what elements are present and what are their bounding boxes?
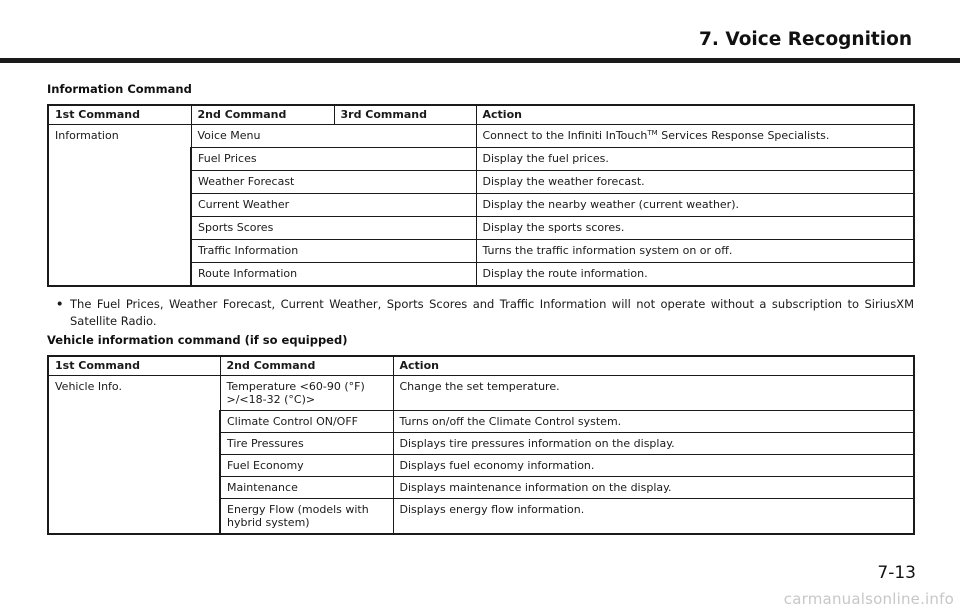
second-command-cell: Traffic Information bbox=[191, 240, 476, 263]
second-command-cell: Route Information bbox=[191, 263, 476, 287]
trademark-sup: TM bbox=[647, 129, 658, 137]
page-number: 7-13 bbox=[877, 563, 916, 583]
column-header: 2nd Command bbox=[220, 356, 393, 376]
action-cell: Displays maintenance information on the display. bbox=[393, 477, 914, 499]
second-command-cell: Sports Scores bbox=[191, 217, 476, 240]
second-command-cell: Voice Menu bbox=[191, 125, 476, 148]
second-command-cell: Temperature <60-90 (°F) >/<18-32 (°C)> bbox=[220, 376, 393, 411]
second-command-cell: Fuel Economy bbox=[220, 455, 393, 477]
subscription-note bbox=[56, 296, 914, 330]
column-header: 1st Command bbox=[48, 105, 191, 125]
vehicle-information-title: Vehicle information command (if so equipped) bbox=[47, 333, 348, 347]
action-cell: Displays fuel economy information. bbox=[393, 455, 914, 477]
column-header: Action bbox=[393, 356, 914, 376]
first-command-cell: Vehicle Info. bbox=[48, 376, 220, 535]
information-command-title: Information Command bbox=[47, 82, 192, 96]
second-command-cell: Energy Flow (models with hybrid system) bbox=[220, 499, 393, 535]
note-text: The Fuel Prices, Weather Forecast, Current Weather, Sports Scores and Traffic Information will not operate without a subscription to SiriusXM Satellite Radio. bbox=[70, 297, 914, 328]
action-cell: Display the nearby weather (current weather). bbox=[476, 194, 914, 217]
header-rule bbox=[0, 58, 960, 63]
column-header: 1st Command bbox=[48, 356, 220, 376]
action-cell: Displays energy flow information. bbox=[393, 499, 914, 535]
table-row bbox=[48, 125, 914, 148]
second-command-cell: Weather Forecast bbox=[191, 171, 476, 194]
action-cell: Display the sports scores. bbox=[476, 217, 914, 240]
vehicle-information-table bbox=[47, 355, 915, 535]
action-cell: Change the set temperature. bbox=[393, 376, 914, 411]
second-command-cell: Maintenance bbox=[220, 477, 393, 499]
action-cell: Display the fuel prices. bbox=[476, 148, 914, 171]
column-header: 2nd Command bbox=[191, 105, 334, 125]
watermark-text: carmanualsonline.info bbox=[783, 590, 954, 608]
action-cell: Turns on/off the Climate Control system. bbox=[393, 411, 914, 433]
action-text: Connect to the Infiniti InTouch bbox=[482, 129, 648, 142]
action-cell: Display the weather forecast. bbox=[476, 171, 914, 194]
action-text: Services Response Specialists. bbox=[657, 129, 830, 142]
bullet-icon: • bbox=[56, 297, 64, 311]
chapter-title: 7. Voice Recognition bbox=[699, 29, 912, 50]
table-header-row bbox=[48, 105, 914, 125]
second-command-cell: Current Weather bbox=[191, 194, 476, 217]
table-row bbox=[48, 376, 914, 411]
first-command-cell: Information bbox=[48, 125, 191, 287]
table-header-row bbox=[48, 356, 914, 376]
action-cell: Displays tire pressures information on the display. bbox=[393, 433, 914, 455]
column-header: 3rd Command bbox=[334, 105, 476, 125]
second-command-cell: Climate Control ON/OFF bbox=[220, 411, 393, 433]
action-cell: Turns the traffic information system on or off. bbox=[476, 240, 914, 263]
information-command-table bbox=[47, 104, 915, 287]
second-command-cell: Tire Pressures bbox=[220, 433, 393, 455]
action-cell: Display the route information. bbox=[476, 263, 914, 287]
second-command-cell: Fuel Prices bbox=[191, 148, 476, 171]
column-header: Action bbox=[476, 105, 914, 125]
action-cell bbox=[476, 125, 914, 148]
